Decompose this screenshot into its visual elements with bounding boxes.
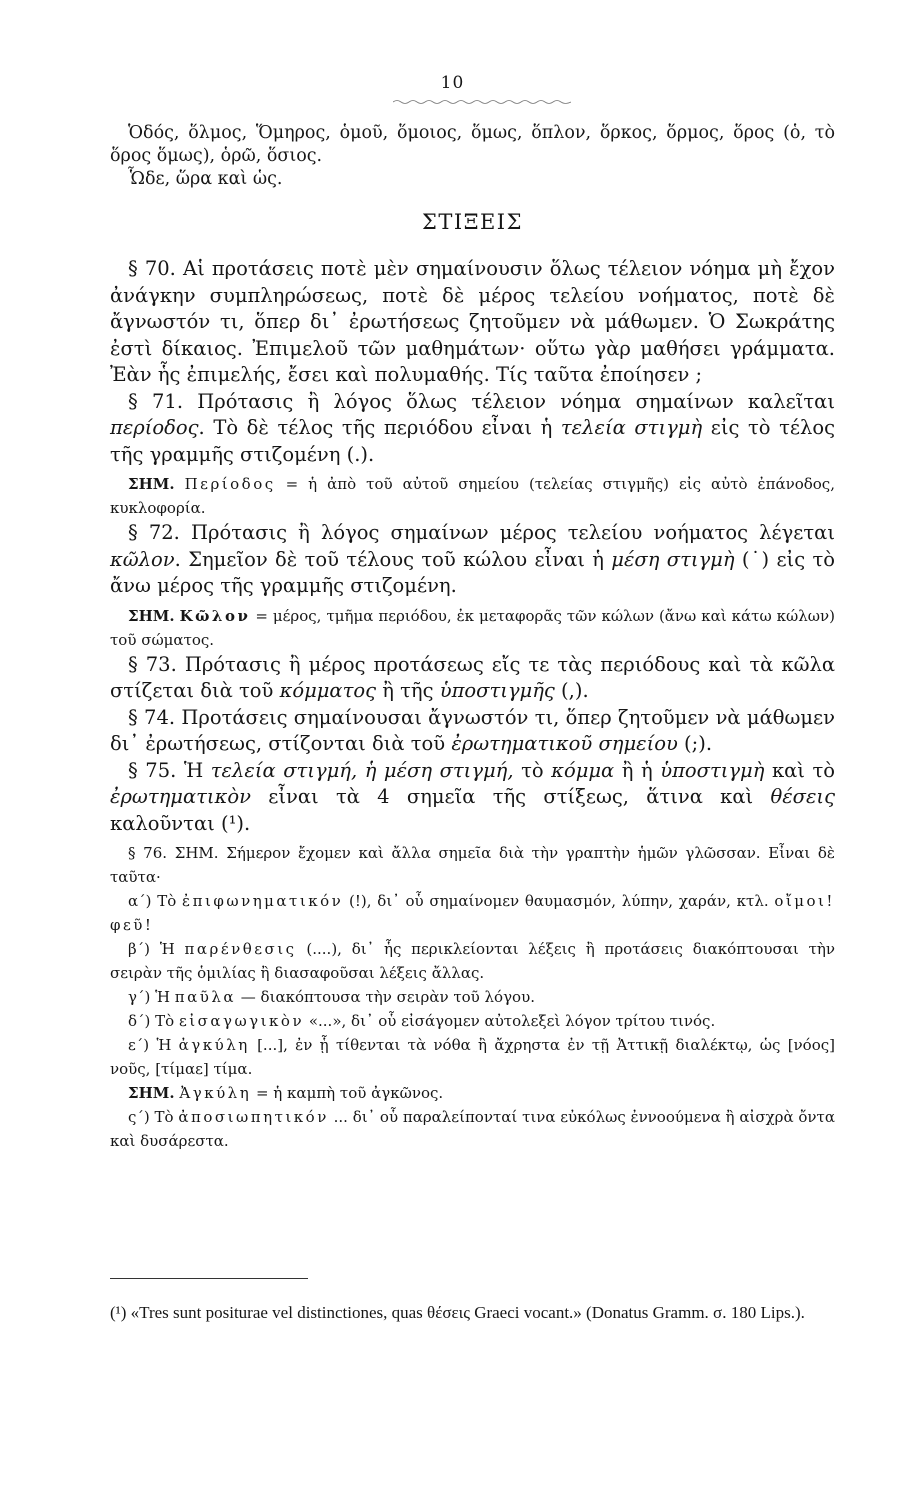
section-number: § 71. bbox=[128, 389, 184, 413]
intro-line-2: Ὧδε, ὥρα καὶ ὡς. bbox=[128, 169, 283, 189]
item-d: δ΄) Τὸ εἰσαγωγικὸν «...», δι᾽ οὗ εἰσάγομεν αὐτολεξεὶ λόγον τρίτου τινός. bbox=[128, 1012, 716, 1030]
intro-line-1: Ὁδός, ὅλμος, Ὅμηρος, ὁμοῦ, ὅμοιος, ὅμως, ὅπλον, ὅρκος, ὅρμος, ὅρος (ὁ, τὸ ὅρος ὅμως), ὁρῶ, ὅσιος. bbox=[110, 123, 835, 166]
paragraph-72: § 72. Πρότασις ἢ λόγος σημαίνων μέρος τελείου νοήματος λέγεται κῶλον. Σημεῖον δὲ τοῦ τέλους τοῦ κώλου εἶναι ἡ μέση στιγμὴ (˙) εἰς τὸ ἄνω μέρος τῆς γραμμῆς στιζομένη. bbox=[110, 521, 835, 597]
section-number: § 74. bbox=[128, 705, 176, 729]
note-kolon: ΣΗΜ. Κῶλον = μέρος, τμῆμα περιόδου, ἐκ μεταφορᾶς τῶν κώλων (ἄνω καὶ κάτω κώλων) τοῦ σώματος. bbox=[110, 606, 835, 649]
section-number: § 70. bbox=[128, 257, 176, 280]
section-number: § 75. bbox=[128, 758, 177, 782]
paragraph-75: § 75. Ἡ τελεία στιγμή, ἡ μέση στιγμή, τὸ κόμμα ἢ ἡ ὑποστιγμὴ καὶ τὸ ἐρωτηματικὸν εἶναι τὰ 4 σημεῖα τῆς στίξεως, ἅτινα καὶ θέσεις καλοῦνται (¹). bbox=[110, 758, 836, 835]
section-number: § 73. bbox=[128, 652, 177, 676]
main-text bbox=[110, 122, 835, 1153]
footnote: (¹) «Tres sunt positurae vel distinctiones, quas θέσεις Graeci vocant.» (Donatus Gramm. σ. 180 Lips.). bbox=[110, 1303, 805, 1322]
section-number: § 72. bbox=[128, 521, 180, 544]
item-a: α΄) Τὸ ἐπιφωνηματικόν (!), δι᾽ οὗ σημαίνομεν θαυμασμόν, λύπην, χαράν, κτλ. οἴμοι! φεῦ! bbox=[110, 892, 835, 934]
paragraph-74: § 74. Προτάσεις σημαίνουσαι ἄγνωστόν τι, ὅπερ ζητοῦμεν νὰ μάθωμεν δι᾽ ἐρωτήσεως, στίζονται διὰ τοῦ ἐρωτηματικοῦ σημείου (;). bbox=[110, 705, 836, 755]
note-periodos: ΣΗΜ. Περίοδος = ἡ ἀπὸ τοῦ αὐτοῦ σημείου (τελείας στιγμῆς) εἰς αὐτὸ ἐπάνοδος, κυκλοφορία. bbox=[110, 475, 835, 517]
paragraph-73: § 73. Πρότασις ἢ μέρος προτάσεως εἴς τε τὰς περιόδους καὶ τὰ κῶλα στίζεται διὰ τοῦ κόμματος ἢ τῆς ὑποστιγμῆς (,). bbox=[110, 652, 835, 702]
paragraph-76: § 76. ΣΗΜ. Σήμερον ἔχομεν καὶ ἄλλα σημεῖα διὰ τὴν γραπτὴν ἡμῶν γλῶσσαν. Εἶναι δὲ ταῦτα· bbox=[110, 844, 835, 886]
note-ankyle: ΣΗΜ. Ἀγκύλη = ἡ καμπὴ τοῦ ἀγκῶνος. bbox=[128, 1084, 444, 1102]
section-number: § 76. ΣΗΜ. bbox=[128, 844, 219, 862]
section-heading: ΣΤΙΞΕΙΣ bbox=[422, 210, 523, 234]
ornament-divider bbox=[393, 98, 571, 106]
footnote-rule bbox=[110, 1278, 308, 1279]
item-e: ε΄) Ἡ ἀγκύλη [...], ἐν ᾗ τίθενται τὰ νόθα ἢ ἄχρηστα ἐν τῇ Ἀττικῇ διαλέκτῳ, ὡς [νόος] νοῦς, [τίμαε] τίμα. bbox=[110, 1036, 835, 1078]
page-number: 10 bbox=[440, 73, 465, 93]
item-f: ς΄) Τὸ ἀποσιωπητικόν ... δι᾽ οὗ παραλείπονταί τινα εὐκόλως ἐννοούμενα ἢ αἰσχρὰ ὄντα καὶ δυσάρεστα. bbox=[110, 1108, 835, 1150]
item-b: β΄) Ἡ παρένθεσις (....), δι᾽ ἧς περικλείονται λέξεις ἢ προτάσεις διακόπτουσαι τὴν σειρὰν τῆς ὁμιλίας ἢ διασαφοῦσαι λέξεις ἄλλας. bbox=[110, 940, 835, 982]
paragraph-71: § 71. Πρότασις ἢ λόγος ὅλως τέλειον νόημα σημαίνων καλεῖται περίοδος. Τὸ δὲ τέλος τῆς περιόδου εἶναι ἡ τελεία στιγμὴ εἰς τὸ τέλος τῆς γραμμῆς στιζομένη (.). bbox=[110, 389, 835, 466]
item-c: γ΄) Ἡ παῦλα — διακόπτουσα τὴν σειρὰν τοῦ λόγου. bbox=[128, 988, 535, 1006]
paragraph-70: § 70. Αἱ προτάσεις ποτὲ μὲν σημαίνουσιν ὅλως τέλειον νόημα μὴ ἔχον ἀνάγκην συμπληρώσεως, ποτὲ δὲ μέρος τελείου νοήματος, ποτὲ δὲ ἄγνωστόν τι, ὅπερ δι᾽ ἐρωτήσεως ζητοῦμεν νὰ μάθωμεν. Ὁ Σωκράτης ἐστὶ δίκαιος. Ἐπιμελοῦ τῶν μαθημάτων· οὕτω γὰρ μαθήσει γράμματα. Ἐὰν ἧς ἐπιμελής, ἔσει καὶ πολυμαθής. Τίς ταῦτα ἐποίησεν ; bbox=[110, 257, 835, 386]
